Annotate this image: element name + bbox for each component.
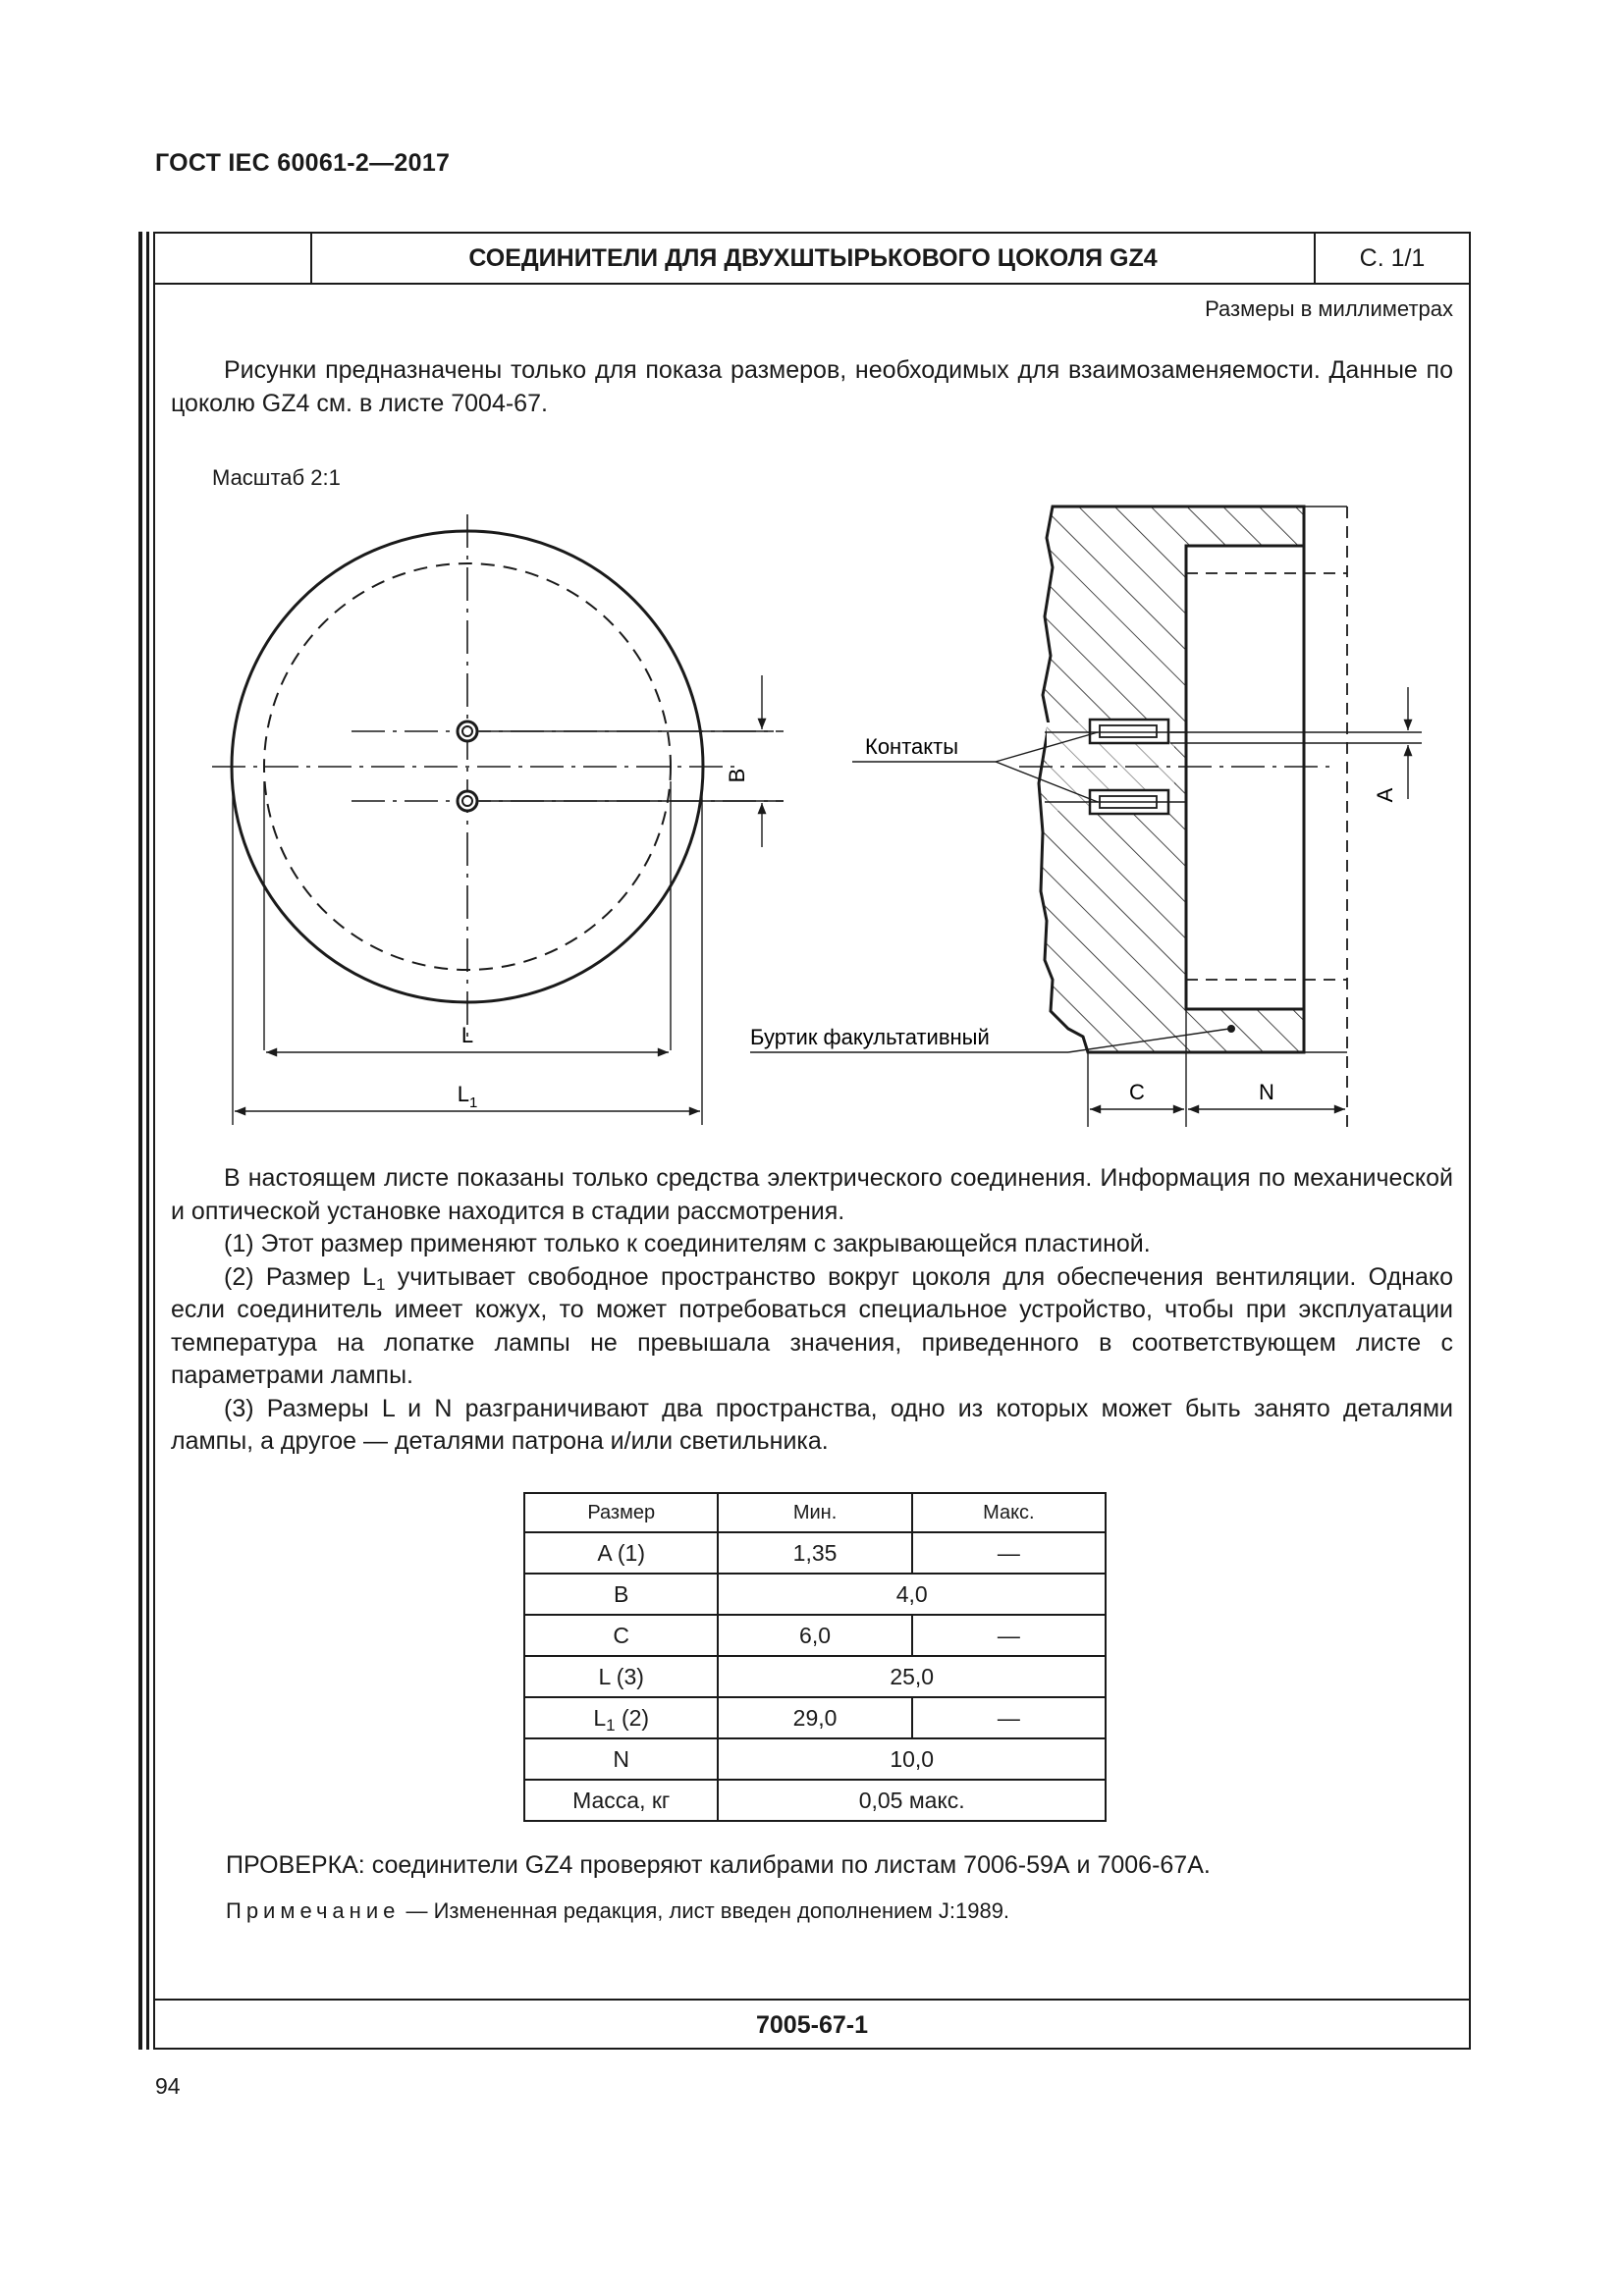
note-paragraph-3: (2) Размер $L_1$ учитывает свободное пространство вокруг цоколя для обеспечения вентиляции. Однако если соединитель имеет кожух, то может потребоваться специальное устройство, чтобы при эксплуатации температура на лопатке лампы не превышала значения, приведенного в соответствующем листе с параметрами лампы.: [171, 1262, 1453, 1389]
dimensions-table: [523, 1492, 1107, 1822]
table-header-row: [524, 1493, 1106, 1532]
row-value: 4,0: [718, 1574, 1106, 1615]
header-name: Размер: [524, 1493, 718, 1532]
header-max: Макс.: [912, 1493, 1106, 1532]
row-min: 29,0: [718, 1697, 911, 1738]
row-min: 1,35: [718, 1532, 911, 1574]
dim-l1-label: $L_1$: [457, 1082, 478, 1111]
table-row: [524, 1532, 1106, 1574]
row-name: B: [524, 1574, 718, 1615]
binding-line-outer: [138, 232, 142, 2050]
dim-n-label: N: [1259, 1080, 1274, 1104]
sheet-title: СОЕДИНИТЕЛИ ДЛЯ ДВУХШТЫРЬКОВОГО ЦОКОЛЯ GZ4: [468, 243, 1158, 272]
header-min: Мин.: [718, 1493, 911, 1532]
dim-b-label: B: [725, 768, 749, 783]
note-paragraph-1: В настоящем листе показаны только средства электрического соединения. Информация по механической и оптической установке находится в стадии рассмотрения.: [171, 1164, 1453, 1225]
contacts-label: Контакты: [865, 734, 959, 759]
document-code: ГОСТ IEC 60061-2—2017: [155, 149, 451, 177]
row-name: $L_1$ (2): [524, 1697, 718, 1738]
row-name: N: [524, 1738, 718, 1780]
note-paragraph-2: (1) Этот размер применяют только к соединителям с закрывающейся пластиной.: [224, 1230, 1151, 1257]
scale-label: Масштаб 2:1: [212, 465, 341, 490]
sheet-frame: [153, 232, 1471, 2050]
row-min: 6,0: [718, 1615, 911, 1656]
sheet-number: С. 1/1: [1314, 234, 1469, 283]
section-view: [750, 507, 1422, 1127]
row-max: —: [912, 1532, 1106, 1574]
remark: Примечание — Измененная редакция, лист введен дополнением J:1989.: [226, 1898, 1010, 1923]
technical-drawing: [155, 234, 1471, 1156]
row-name: Масса, кг: [524, 1780, 718, 1821]
collar-label: Буртик факультативный: [750, 1025, 990, 1049]
recess: [1186, 546, 1304, 1009]
dim-l-label: L: [460, 1023, 474, 1047]
pin-upper: [458, 721, 477, 741]
check-statement: ПРОВЕРКА: соединители GZ4 проверяют калибрами по листам 7006-59А и 7006-67А.: [226, 1851, 1211, 1879]
dim-c-label: C: [1129, 1080, 1145, 1104]
row-name: C: [524, 1615, 718, 1656]
page-number: 94: [155, 2073, 181, 2099]
table-row: [524, 1615, 1106, 1656]
row-value: 10,0: [718, 1738, 1106, 1780]
table-row: [524, 1697, 1106, 1738]
table-row: [524, 1738, 1106, 1780]
note-paragraph-4: (3) Размеры L и N разграничивают два пространства, одно из которых может быть занято деталями лампы, а другое — деталями патрона и/или светильника.: [171, 1394, 1453, 1455]
dim-a-label: A: [1373, 787, 1397, 803]
table-row: [524, 1780, 1106, 1821]
units-note: Размеры в миллиметрах: [1205, 296, 1453, 321]
table-row: [524, 1656, 1106, 1697]
row-name: L (3): [524, 1656, 718, 1697]
front-view: [212, 514, 784, 1125]
binding-line-inner: [146, 232, 149, 2050]
row-value: 0,05 макс.: [718, 1780, 1106, 1821]
row-max: —: [912, 1615, 1106, 1656]
row-max: —: [912, 1697, 1106, 1738]
intro-paragraph: Рисунки предназначены только для показа размеров, необходимых для взаимозаменяемости. Данные по цоколю GZ4 см. в листе 7004-67.: [171, 356, 1453, 417]
pin-lower: [458, 791, 477, 811]
row-value: 25,0: [718, 1656, 1106, 1697]
table-row: [524, 1574, 1106, 1615]
notes-block: [171, 1162, 1453, 1459]
sheet-code: 7005-67-1: [155, 1999, 1469, 2050]
row-name: A (1): [524, 1532, 718, 1574]
